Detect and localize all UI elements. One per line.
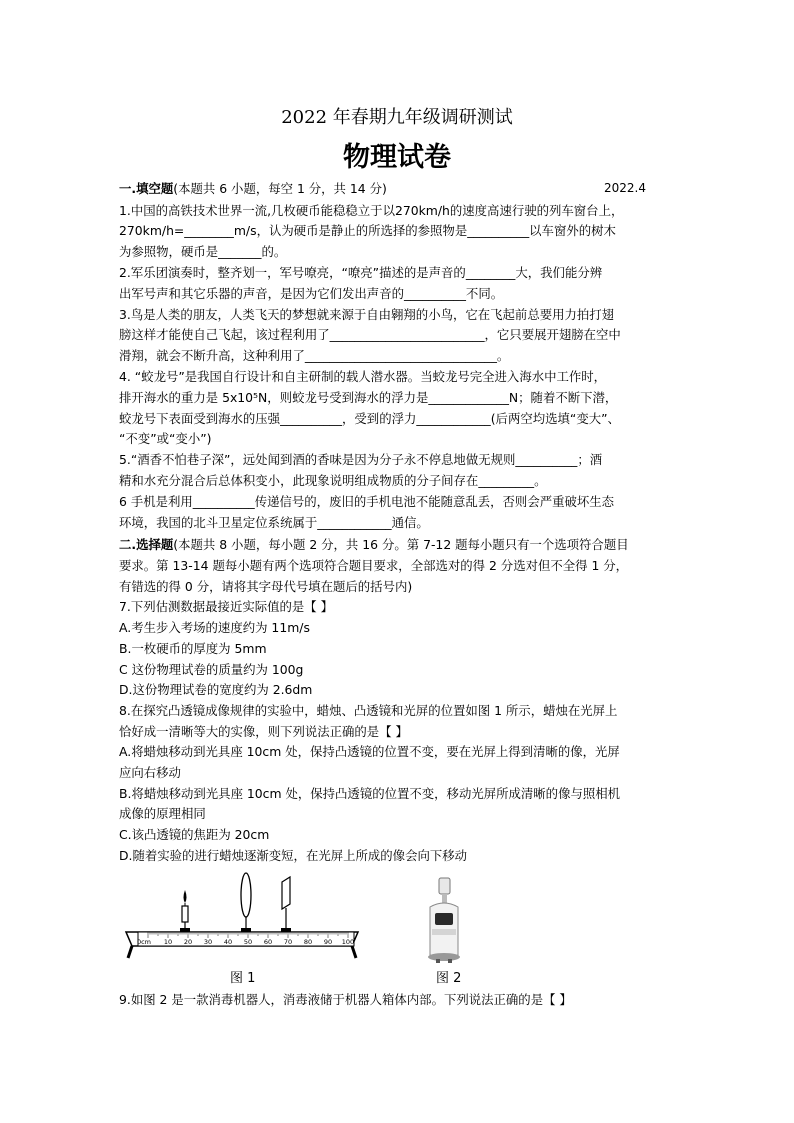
ruler-label: 40	[223, 938, 233, 946]
text-line: 应向右移动	[119, 765, 181, 780]
text-line: 恰好成一清晰等大的实像，则下列说法正确的是【 】	[119, 723, 408, 739]
text-line: 有错选的得 0 分，请将其字母代号填在题后的括号内)	[119, 578, 413, 594]
text-line: B.将蜡烛移动到光具座 10cm 处，保持凸透镜的位置不变，移动光屏所成清晰的像与照相机	[119, 785, 621, 801]
text-line: 环境，我国的北斗卫星定位系统属于____________通信。	[119, 514, 429, 530]
ruler-label: 80	[303, 938, 313, 946]
section1-label: 一.填空题	[119, 181, 174, 196]
convex-lens-icon	[241, 873, 251, 930]
text-line: 6 手机是利用__________传递信号的，废旧的手机电池不能随意乱丢，否则会严重破坏生态	[119, 493, 615, 509]
text-line: 要求。第 13-14 题每小题有两个选项符合题目要求，全部选对的得 2 分选对但不全得 1 分，	[119, 558, 629, 573]
candle-icon	[182, 890, 188, 930]
text-line: C 这份物理试卷的质量约为 100g	[119, 661, 304, 677]
ruler-label: 10	[163, 938, 173, 946]
text-line: A.将蜡烛移动到光具座 10cm 处，保持凸透镜的位置不变，要在光屏上得到清晰的像，光屏	[119, 744, 620, 760]
figure1-caption: 图 1	[230, 971, 256, 986]
ruler-label: 70	[283, 938, 293, 946]
text-line: 出军号声和其它乐器的声音，是因为它们发出声音的__________不同。	[119, 285, 504, 301]
ruler-label: 50	[243, 938, 253, 946]
page-title: 2022 年春期九年级调研测试	[281, 107, 513, 128]
ruler-label: 0cm	[136, 938, 152, 946]
text-line: 7.下列估测数据最接近实际值的是【 】	[119, 599, 334, 615]
text-line: 精和水充分混合后总体积变小，此现象说明组成物质的分子间存在_________。	[119, 472, 547, 488]
text-line: 3.鸟是人类的朋友，人类飞天的梦想就来源于自由翱翔的小鸟，它在飞起前总要用力拍打翅	[119, 306, 615, 322]
text-line: 270km/h=________m/s，认为硬币是静止的所选择的参照物是__________以车窗外的树木	[119, 223, 616, 239]
text-line: 膀这样才能使自己飞起，该过程利用了_________________________，它只要展开翅膀在空中	[119, 327, 621, 343]
text-line: 滑翔，就会不断升高，这种利用了_______________________________。	[119, 348, 510, 364]
question9: 9.如图 2 是一款消毒机器人，消毒液储于机器人箱体内部。下列说法正确的是【 】	[119, 992, 572, 1007]
text-line: 1.中国的高铁技术世界一流,几枚硬币能稳稳立于以270km/h的速度高速行驶的列车窗台上，	[119, 202, 624, 218]
text-line: 为参照物，硬币是_______的。	[119, 244, 287, 260]
ruler-label: 100	[341, 938, 355, 946]
section2-desc: (本题共 8 小题，每小题 2 分，共 16 分。第 7-12 题每小题只有一个选项符合题目	[173, 537, 629, 552]
text-line: 成像的原理相同	[119, 806, 206, 822]
figure2-caption: 图 2	[436, 971, 462, 986]
text-line: A.考生步入考场的速度约为 11m/s	[119, 620, 310, 636]
text-line: C.该凸透镜的焦距为 20cm	[119, 827, 270, 843]
text-line: 4. “蛟龙号”是我国自行设计和自主研制的载人潜水器。当蛟龙号完全进入海水中工作时，	[119, 368, 607, 384]
section1-desc: (本题共 6 小题，每空 1 分，共 14 分)	[173, 181, 387, 196]
text-line: D.随着实验的进行蜡烛逐渐变短，在光屏上所成的像会向下移动	[119, 847, 468, 863]
ruler-label: 60	[263, 938, 273, 946]
paper-subtitle: 物理试卷	[343, 142, 451, 173]
ruler-label: 20	[183, 938, 193, 946]
ruler-label: 30	[203, 938, 213, 946]
text-line: “不变”或“变小”)	[119, 431, 212, 447]
ruler-label: 90	[323, 938, 333, 946]
section2-label: 二.选择题	[119, 537, 174, 552]
disinfection-robot-figure	[420, 877, 468, 965]
optical-bench-figure	[122, 872, 362, 964]
robot-icon	[428, 878, 460, 963]
exam-date: 2022.4	[604, 181, 646, 195]
section2-header	[119, 534, 694, 555]
ruler-bench	[126, 932, 358, 958]
text-line: 5.“酒香不怕巷子深”，远处闻到酒的香味是因为分子永不停息地做无规则__________；酒	[119, 452, 603, 468]
text-line: 蛟龙号下表面受到海水的压强__________，受到的浮力____________(后两空均选填“变大”、	[119, 410, 620, 426]
text-line: 2.军乐团演奏时，整齐划一，军号嘹亮，“嘹亮”描述的是声音的________大，我们能分辨	[119, 264, 603, 280]
text-line: 排开海水的重力是 5x10⁵N，则蛟龙号受到海水的浮力是_____________N；随着不断下潜，	[119, 389, 618, 405]
light-screen-icon	[282, 877, 290, 930]
text-line: 8.在探究凸透镜成像规律的实验中，蜡烛、凸透镜和光屏的位置如图 1 所示，蜡烛在光屏上	[119, 702, 618, 718]
text-line: D.这份物理试卷的宽度约为 2.6dm	[119, 682, 313, 698]
text-line: B.一枚硬币的厚度为 5mm	[119, 640, 267, 656]
